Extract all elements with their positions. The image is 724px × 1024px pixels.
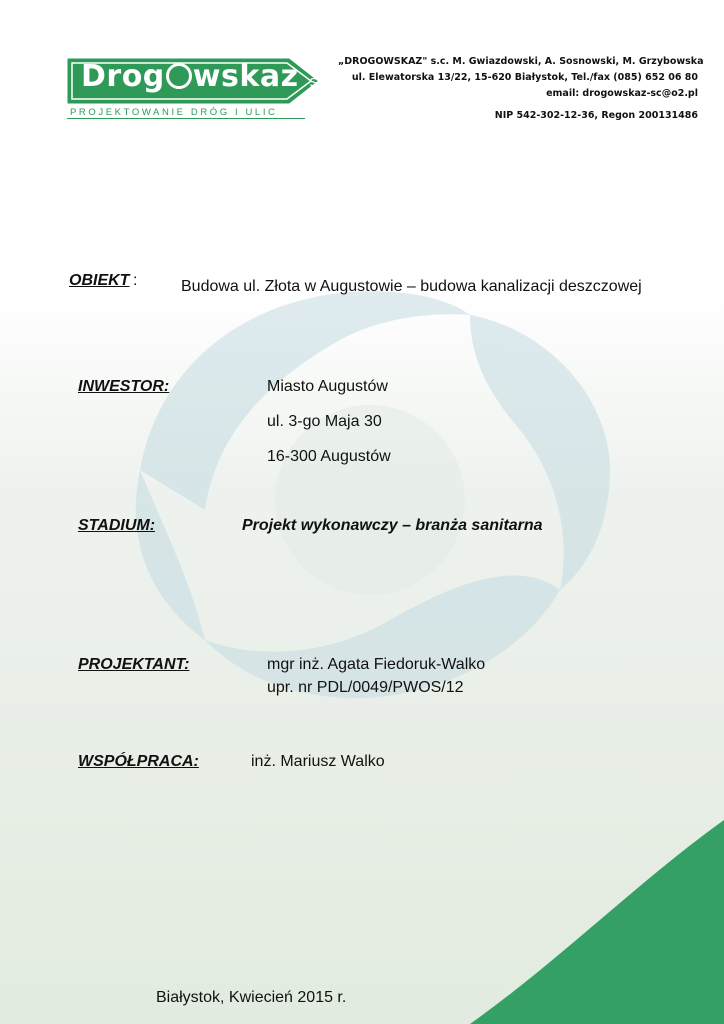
inwestor-label: INWESTOR:: [78, 378, 170, 395]
projektant-license: upr. nr PDL/0049/PWOS/12: [267, 679, 464, 696]
inwestor-street: ul. 3-go Maja 30: [267, 413, 382, 430]
company-line: „DROGOWSKAZ" s.c. M. Gwiazdowski, A. Sosnowski, M. Grzybowska: [338, 56, 704, 67]
wspolpraca-value: inż. Mariusz Walko: [251, 753, 385, 770]
obiekt-label: OBIEKT: [69, 272, 130, 289]
projektant-name: mgr inż. Agata Fiedoruk-Walko: [267, 656, 486, 673]
company-email: email: drogowskaz-sc@o2.pl: [546, 88, 698, 99]
wspolpraca-label: WSPÓŁPRACA:: [78, 753, 199, 770]
obiekt-colon: :: [133, 272, 138, 289]
place-date: Białystok, Kwiecień 2015 r.: [156, 989, 347, 1006]
logo-name-part1: Drog: [81, 59, 165, 94]
company-logo: [81, 59, 333, 94]
roundabout-icon: [166, 63, 192, 89]
logo-divider: [67, 118, 305, 119]
company-info: [338, 54, 704, 124]
inwestor-name: Miasto Augustów: [267, 378, 388, 395]
stadium-label: STADIUM:: [78, 517, 156, 534]
company-nip: NIP 542-302-12-36, Regon 200131486: [494, 110, 698, 121]
logo-suffix: s.c.: [309, 74, 334, 90]
stadium-value: Projekt wykonawczy – branża sanitarna: [242, 517, 543, 534]
projektant-label: PROJEKTANT:: [78, 656, 190, 673]
logo-tagline: PROJEKTOWANIE DRÓG I ULIC: [70, 107, 278, 118]
inwestor-city: 16-300 Augustów: [267, 448, 391, 465]
obiekt-value: Budowa ul. Złota w Augustowie – budowa kanalizacji deszczowej: [181, 278, 642, 295]
company-line: ul. Elewatorska 13/22, 15-620 Białystok, Tel./fax (085) 652 06 80: [351, 72, 698, 83]
logo-name-part2: wskaz: [192, 59, 299, 94]
